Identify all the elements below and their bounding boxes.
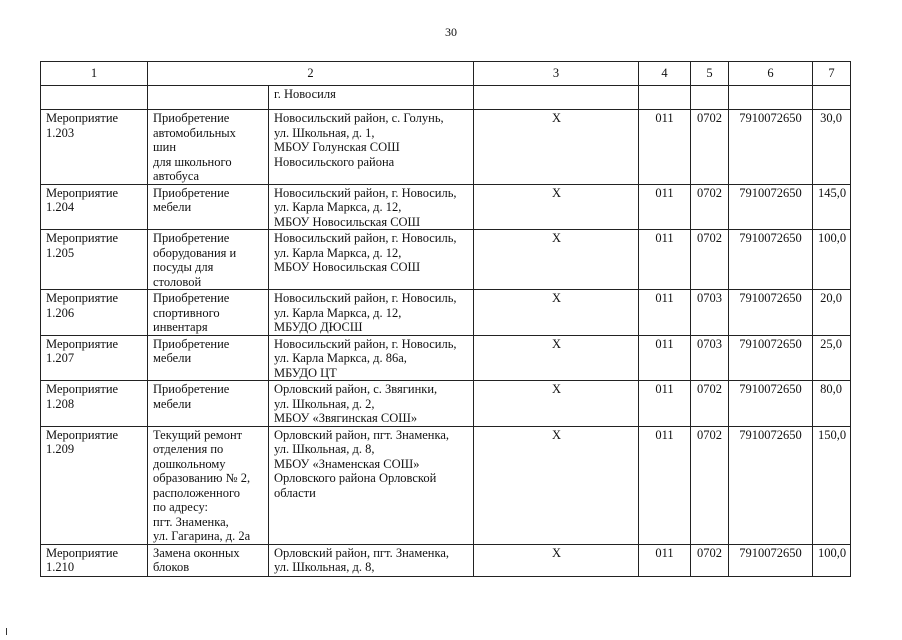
col4-cell: 011 (639, 544, 691, 576)
table-row (41, 426, 851, 544)
col7-cell (813, 86, 851, 110)
address-cell: г. Новосиля (269, 86, 474, 110)
address-cell: Новосильский район, г. Новосиль, ул. Карла Маркса, д. 12, МБУДО ДЮСШ (269, 290, 474, 336)
column-header: 1 (41, 62, 148, 86)
event-cell: Мероприятие 1.208 (41, 381, 148, 427)
address-cell: Новосильский район, г. Новосиль, ул. Карла Маркса, д. 12, МБОУ Новосильская СОШ (269, 230, 474, 290)
col3-cell: Х (474, 110, 639, 185)
col7-cell: 30,0 (813, 110, 851, 185)
event-cell (41, 86, 148, 110)
page-number: 30 (445, 25, 457, 39)
col4-cell (639, 86, 691, 110)
col4-cell: 011 (639, 230, 691, 290)
col7-cell: 20,0 (813, 290, 851, 336)
address-cell: Орловский район, пгт. Знаменка, ул. Школьная, д. 8, МБОУ «Знаменская СОШ» Орловского района Орловской области (269, 426, 474, 544)
description-cell: Приобретение спортивного инвентаря (148, 290, 269, 336)
col7-cell: 100,0 (813, 544, 851, 576)
col6-cell: 7910072650 (729, 335, 813, 381)
description-cell: Приобретение оборудования и посуды для столовой (148, 230, 269, 290)
col6-cell: 7910072650 (729, 290, 813, 336)
event-cell: Мероприятие 1.204 (41, 184, 148, 230)
description-cell: Приобретение мебели (148, 184, 269, 230)
table-row (41, 381, 851, 427)
col7-cell: 145,0 (813, 184, 851, 230)
scan-mark (6, 628, 7, 635)
description-cell: Приобретение мебели (148, 381, 269, 427)
col3-cell: Х (474, 381, 639, 427)
table-row (41, 290, 851, 336)
description-cell (148, 86, 269, 110)
description-cell: Приобретение автомобильных шин для школьного автобуса (148, 110, 269, 185)
col6-cell: 7910072650 (729, 426, 813, 544)
event-cell: Мероприятие 1.203 (41, 110, 148, 185)
col5-cell: 0702 (691, 426, 729, 544)
col3-cell: Х (474, 184, 639, 230)
column-header: 6 (729, 62, 813, 86)
col4-cell: 011 (639, 110, 691, 185)
event-cell: Мероприятие 1.210 (41, 544, 148, 576)
col4-cell: 011 (639, 290, 691, 336)
table-row (41, 110, 851, 185)
col3-cell: Х (474, 230, 639, 290)
address-cell: Орловский район, с. Звягинки, ул. Школьная, д. 2, МБОУ «Звягинская СОШ» (269, 381, 474, 427)
event-cell: Мероприятие 1.207 (41, 335, 148, 381)
continuation-row (41, 86, 851, 110)
col7-cell: 100,0 (813, 230, 851, 290)
col6-cell: 7910072650 (729, 381, 813, 427)
col3-cell: Х (474, 335, 639, 381)
description-cell: Приобретение мебели (148, 335, 269, 381)
col6-cell: 7910072650 (729, 184, 813, 230)
col5-cell: 0702 (691, 110, 729, 185)
col6-cell: 7910072650 (729, 544, 813, 576)
col6-cell: 7910072650 (729, 230, 813, 290)
table-row (41, 544, 851, 576)
event-cell: Мероприятие 1.205 (41, 230, 148, 290)
col3-cell: Х (474, 544, 639, 576)
address-cell: Орловский район, пгт. Знаменка, ул. Школьная, д. 8, (269, 544, 474, 576)
col3-cell (474, 86, 639, 110)
description-cell: Замена оконных блоков (148, 544, 269, 576)
col5-cell: 0703 (691, 290, 729, 336)
description-cell: Текущий ремонт отделения по дошкольному образованию № 2, расположенного по адресу: пгт. Знаменка, ул. Гагарина, д. 2а (148, 426, 269, 544)
col5-cell: 0702 (691, 184, 729, 230)
table-row (41, 184, 851, 230)
col6-cell: 7910072650 (729, 110, 813, 185)
header-row (41, 62, 851, 86)
col5-cell: 0703 (691, 335, 729, 381)
column-header: 4 (639, 62, 691, 86)
address-cell: Новосильский район, с. Голунь, ул. Школьная, д. 1, МБОУ Голунская СОШ Новосильского района (269, 110, 474, 185)
col7-cell: 25,0 (813, 335, 851, 381)
column-header: 5 (691, 62, 729, 86)
col3-cell: Х (474, 290, 639, 336)
col4-cell: 011 (639, 184, 691, 230)
col7-cell: 150,0 (813, 426, 851, 544)
table-row (41, 230, 851, 290)
address-cell: Новосильский район, г. Новосиль, ул. Карла Маркса, д. 12, МБОУ Новосильская СОШ (269, 184, 474, 230)
col4-cell: 011 (639, 426, 691, 544)
col7-cell: 80,0 (813, 381, 851, 427)
event-cell: Мероприятие 1.209 (41, 426, 148, 544)
col6-cell (729, 86, 813, 110)
col5-cell: 0702 (691, 230, 729, 290)
table-row (41, 335, 851, 381)
column-header: 7 (813, 62, 851, 86)
column-header: 3 (474, 62, 639, 86)
col5-cell: 0702 (691, 381, 729, 427)
col4-cell: 011 (639, 335, 691, 381)
col3-cell: Х (474, 426, 639, 544)
event-cell: Мероприятие 1.206 (41, 290, 148, 336)
col4-cell: 011 (639, 381, 691, 427)
address-cell: Новосильский район, г. Новосиль, ул. Карла Маркса, д. 86а, МБУДО ЦТ (269, 335, 474, 381)
col5-cell: 0702 (691, 544, 729, 576)
column-header: 2 (148, 62, 474, 86)
budget-table (40, 61, 851, 577)
col5-cell (691, 86, 729, 110)
